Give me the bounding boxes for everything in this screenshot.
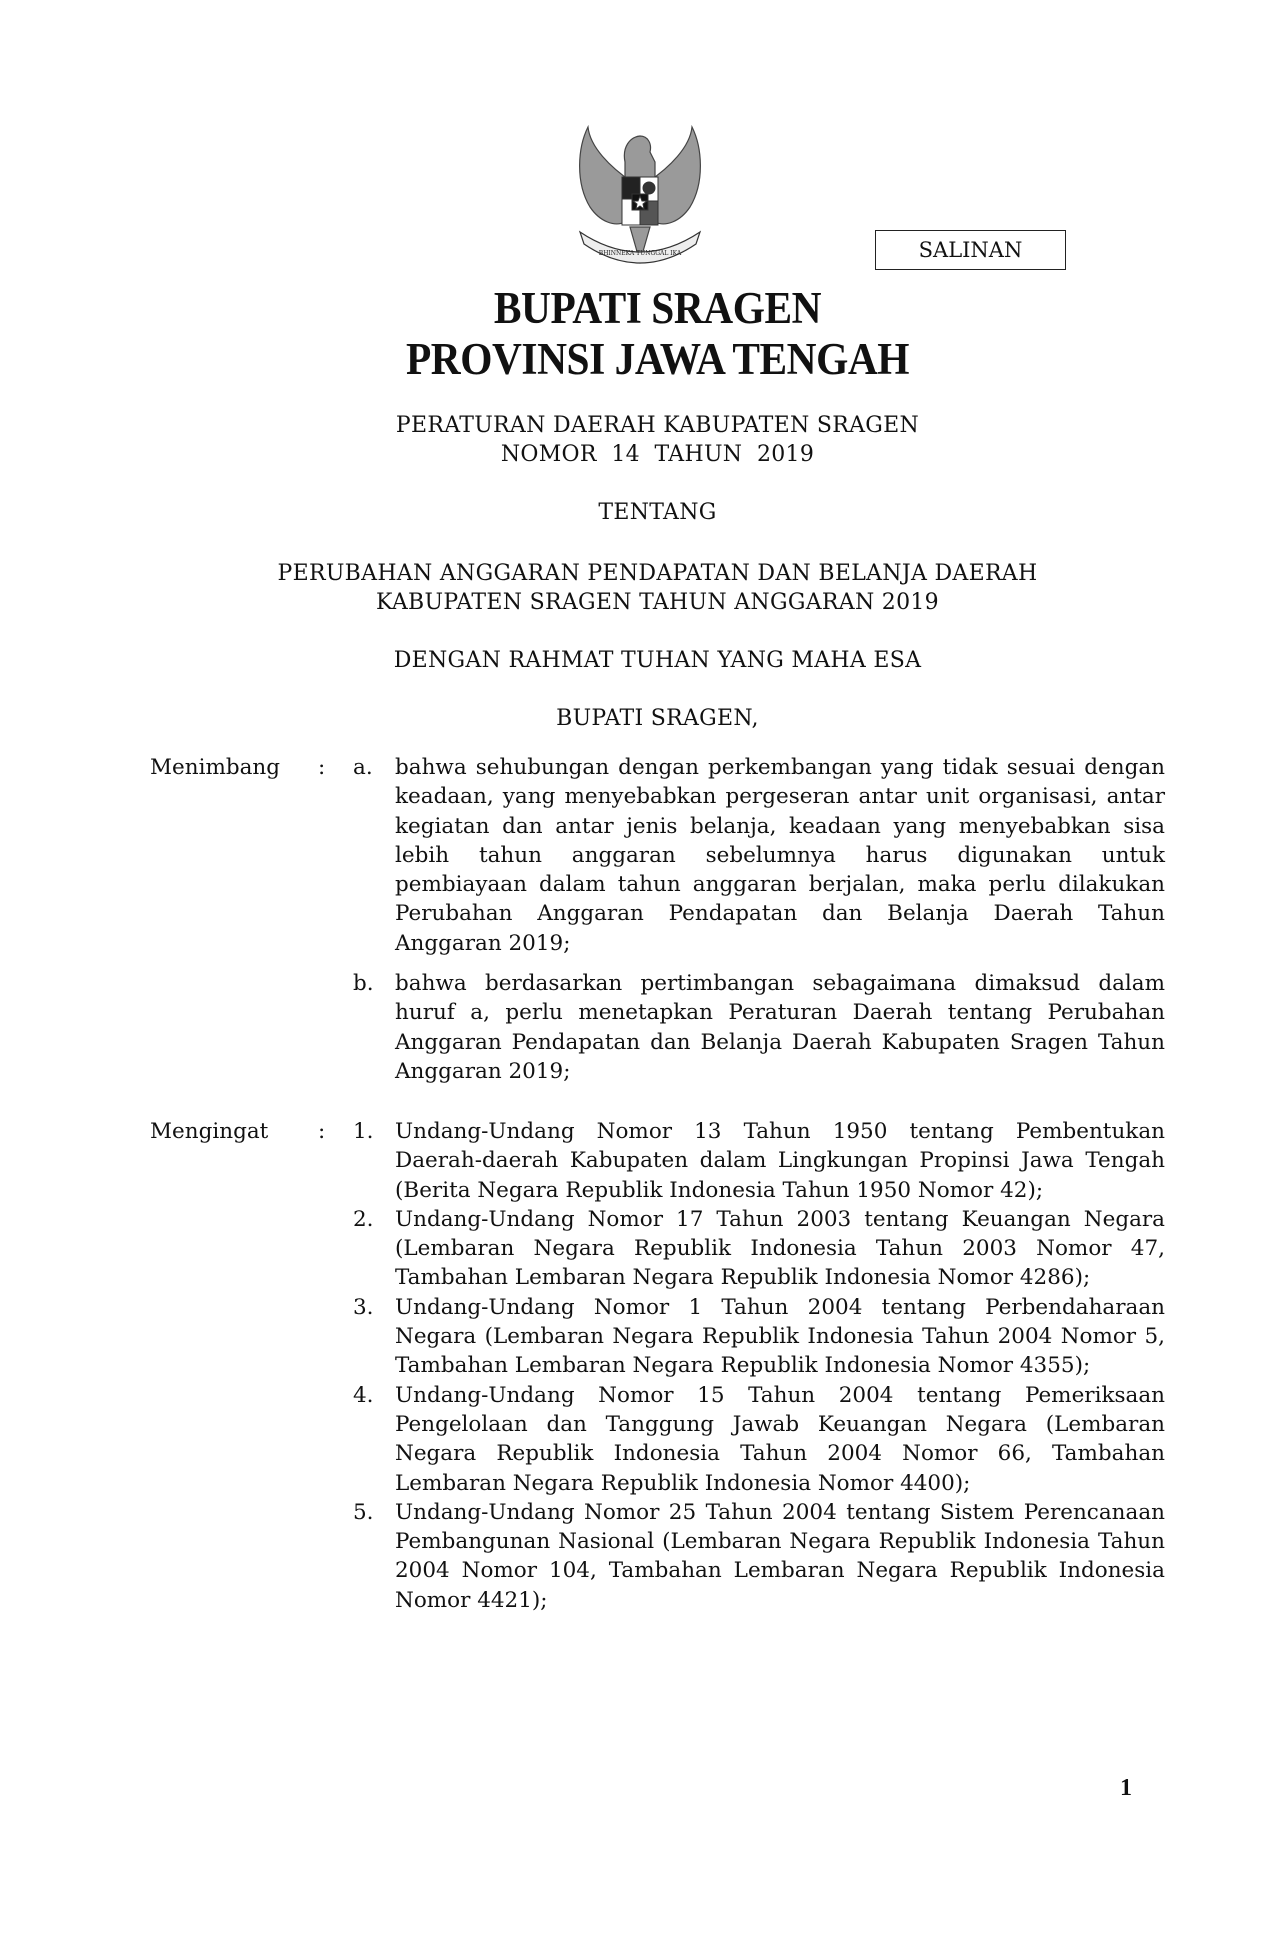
salinan-stamp: SALINAN: [875, 230, 1066, 270]
list-item: [150, 969, 1165, 1086]
colon: :: [318, 1119, 326, 1144]
list-item: [150, 1293, 1165, 1381]
list-item: [150, 1498, 1165, 1615]
regulation-number: NOMOR 14 TAHUN 2019: [500, 442, 815, 467]
item-text: Undang-Undang Nomor 25 Tahun 2004 tentang Sistem Perencanaan Pembangunan Nasional (Lembaran Negara Republik Indonesia Tahun 2004 Nomor 104, Tambahan Lembaran Negara Republik Indonesia Nomor 4421);: [395, 1499, 1165, 1613]
list-item: [150, 1117, 1165, 1205]
issuer: BUPATI SRAGEN,: [556, 706, 759, 731]
subject-line-2: KABUPATEN SRAGEN TAHUN ANGGARAN 2019: [376, 590, 939, 615]
item-text: bahwa sehubungan dengan perkembangan yang tidak sesuai dengan keadaan, yang menyebabkan pergeseran antar unit organisasi, antar kegiatan dan antar jenis belanja, keadaan yang menyebabkan sisa lebih tahun anggaran sebelumnya harus digunakan untuk pembiayaan dalam tahun anggaran berjalan, maka perlu dilakukan Perubahan Anggaran Pendapatan dan Belanja Daerah Tahun Anggaran 2019;: [395, 755, 1165, 956]
list-item: [150, 1205, 1165, 1293]
item-number: 5.: [353, 1499, 374, 1525]
item-text: Undang-Undang Nomor 15 Tahun 2004 tentang Pemeriksaan Pengelolaan dan Tanggung Jawab Keuangan Negara (Lembaran Negara Republik Indonesia Tahun 2004 Nomor 66, Tambahan Lembaran Negara Republik Indonesia Nomor 4400);: [395, 1382, 1165, 1496]
item-text: Undang-Undang Nomor 1 Tahun 2004 tentang Perbendaharaan Negara (Lembaran Negara Republik Indonesia Tahun 2004 Nomor 5, Tambahan Lembaran Negara Republik Indonesia Nomor 4355);: [395, 1294, 1165, 1379]
title-bupati: BUPATI SRAGEN: [493, 283, 822, 333]
mengingat-label: Mengingat: [150, 1119, 269, 1144]
menimbang-label: Menimbang: [150, 755, 281, 780]
garuda-pancasila-emblem: [560, 122, 720, 272]
list-item: [150, 753, 1165, 958]
item-number: a.: [353, 755, 373, 780]
emblem-motto: BHINNEKA TUNGGAL IKA: [598, 250, 682, 257]
item-number: 3.: [353, 1294, 374, 1320]
subject-line-1: PERUBAHAN ANGGARAN PENDAPATAN DAN BELANJA DAERAH: [277, 561, 1038, 586]
item-text: bahwa berdasarkan pertimbangan sebagaimana dimaksud dalam huruf a, perlu menetapkan Peraturan Daerah tentang Perubahan Anggaran Pendapatan dan Belanja Daerah Kabupaten Sragen Tahun Anggaran 2019;: [395, 971, 1165, 1084]
item-number: 4.: [353, 1382, 374, 1408]
page-number: 1: [1120, 1775, 1132, 1801]
title-provinsi: PROVINSI JAWA TENGAH: [405, 334, 910, 384]
item-number: b.: [353, 971, 374, 997]
regulation-type: PERATURAN DAERAH KABUPATEN SRAGEN: [395, 413, 920, 438]
list-item: [150, 1381, 1165, 1498]
colon: :: [318, 755, 326, 780]
mengingat-section: [150, 1117, 1165, 1615]
menimbang-section: [150, 753, 1165, 1086]
about-label: TENTANG: [598, 500, 717, 525]
item-text: Undang-Undang Nomor 17 Tahun 2003 tentang Keuangan Negara (Lembaran Negara Republik Indonesia Tahun 2003 Nomor 47, Tambahan Lembaran Negara Republik Indonesia Nomor 4286);: [395, 1206, 1165, 1291]
item-number: 1.: [353, 1119, 374, 1144]
item-text: Undang-Undang Nomor 13 Tahun 1950 tentang Pembentukan Daerah-daerah Kabupaten dalam Lingkungan Propinsi Jawa Tengah (Berita Negara Republik Indonesia Tahun 1950 Nomor 42);: [395, 1119, 1165, 1203]
item-number: 2.: [353, 1206, 374, 1232]
preamble: DENGAN RAHMAT TUHAN YANG MAHA ESA: [393, 648, 922, 673]
